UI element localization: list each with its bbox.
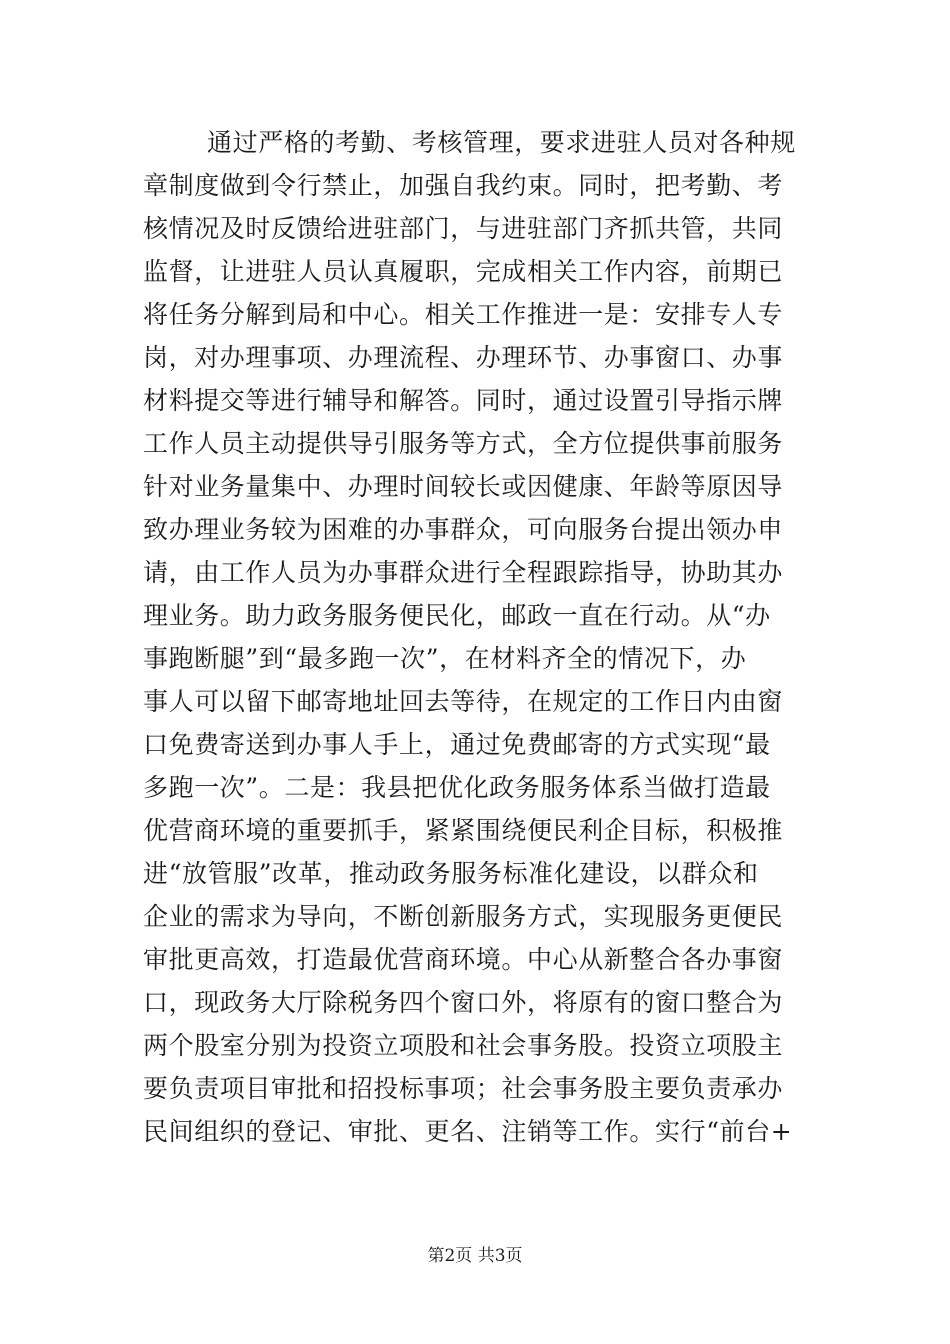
text-line: 进“放管服”改革，推动政务服务标准化建设，以群众和 bbox=[143, 859, 759, 888]
text-line: 请，由工作人员为办事群众进行全程跟踪指导，协助其办 bbox=[143, 558, 784, 587]
text-line: 致办理业务较为困难的办事群众，可向服务台提出领办申 bbox=[143, 515, 784, 544]
text-line: 两个股室分别为投资立项股和社会事务股。投资立项股主 bbox=[143, 1031, 784, 1060]
text-line: 材料提交等进行辅导和解答。同时，通过设置引导指示牌 bbox=[143, 386, 784, 415]
text-line: 核情况及时反馈给进驻部门，与进驻部门齐抓共管，共同 bbox=[143, 214, 784, 243]
text-line: 要负责项目审批和招投标事项；社会事务股主要负责承办 bbox=[143, 1074, 784, 1103]
page-number-label: 第2页 共3页 bbox=[427, 1246, 523, 1266]
text-line: 事人可以留下邮寄地址回去等待，在规定的工作日内由窗 bbox=[143, 687, 784, 716]
text-line: 岗，对办理事项、办理流程、办理环节、办事窗口、办事 bbox=[143, 343, 784, 372]
page-footer bbox=[0, 1244, 950, 1268]
text-line: 优营商环境的重要抓手，紧紧围绕便民利企目标，积极推 bbox=[143, 816, 784, 845]
text-line: 理业务。助力政务服务便民化，邮政一直在行动。从“办 bbox=[143, 601, 771, 630]
text-line: 工作人员主动提供导引服务等方式，全方位提供事前服务 bbox=[143, 429, 784, 458]
text-line: 通过严格的考勤、考核管理，要求进驻人员对各种规 bbox=[207, 128, 796, 157]
text-line: 章制度做到令行禁止，加强自我约束。同时，把考勤、考 bbox=[143, 171, 784, 200]
body-paragraph bbox=[143, 121, 813, 1153]
text-line: 口免费寄送到办事人手上，通过免费邮寄的方式实现“最 bbox=[143, 730, 771, 759]
text-line: 民间组织的登记、审批、更名、注销等工作。实行“前台+ bbox=[143, 1117, 793, 1146]
text-line: 企业的需求为导向，不断创新服务方式，实现服务更便民 bbox=[143, 902, 784, 931]
text-line: 事跑断腿”到“最多跑一次”，在材料齐全的情况下，办 bbox=[143, 644, 747, 673]
text-line: 口，现政务大厅除税务四个窗口外，将原有的窗口整合为 bbox=[143, 988, 784, 1017]
text-line: 监督，让进驻人员认真履职，完成相关工作内容，前期已 bbox=[143, 257, 784, 286]
text-line: 针对业务量集中、办理时间较长或因健康、年龄等原因导 bbox=[143, 472, 784, 501]
text-line: 审批更高效，打造最优营商环境。中心从新整合各办事窗 bbox=[143, 945, 784, 974]
text-line: 将任务分解到局和中心。相关工作推进一是：安排专人专 bbox=[143, 300, 784, 329]
text-line: 多跑一次”。二是：我县把优化政务服务体系当做打造最 bbox=[143, 773, 771, 802]
